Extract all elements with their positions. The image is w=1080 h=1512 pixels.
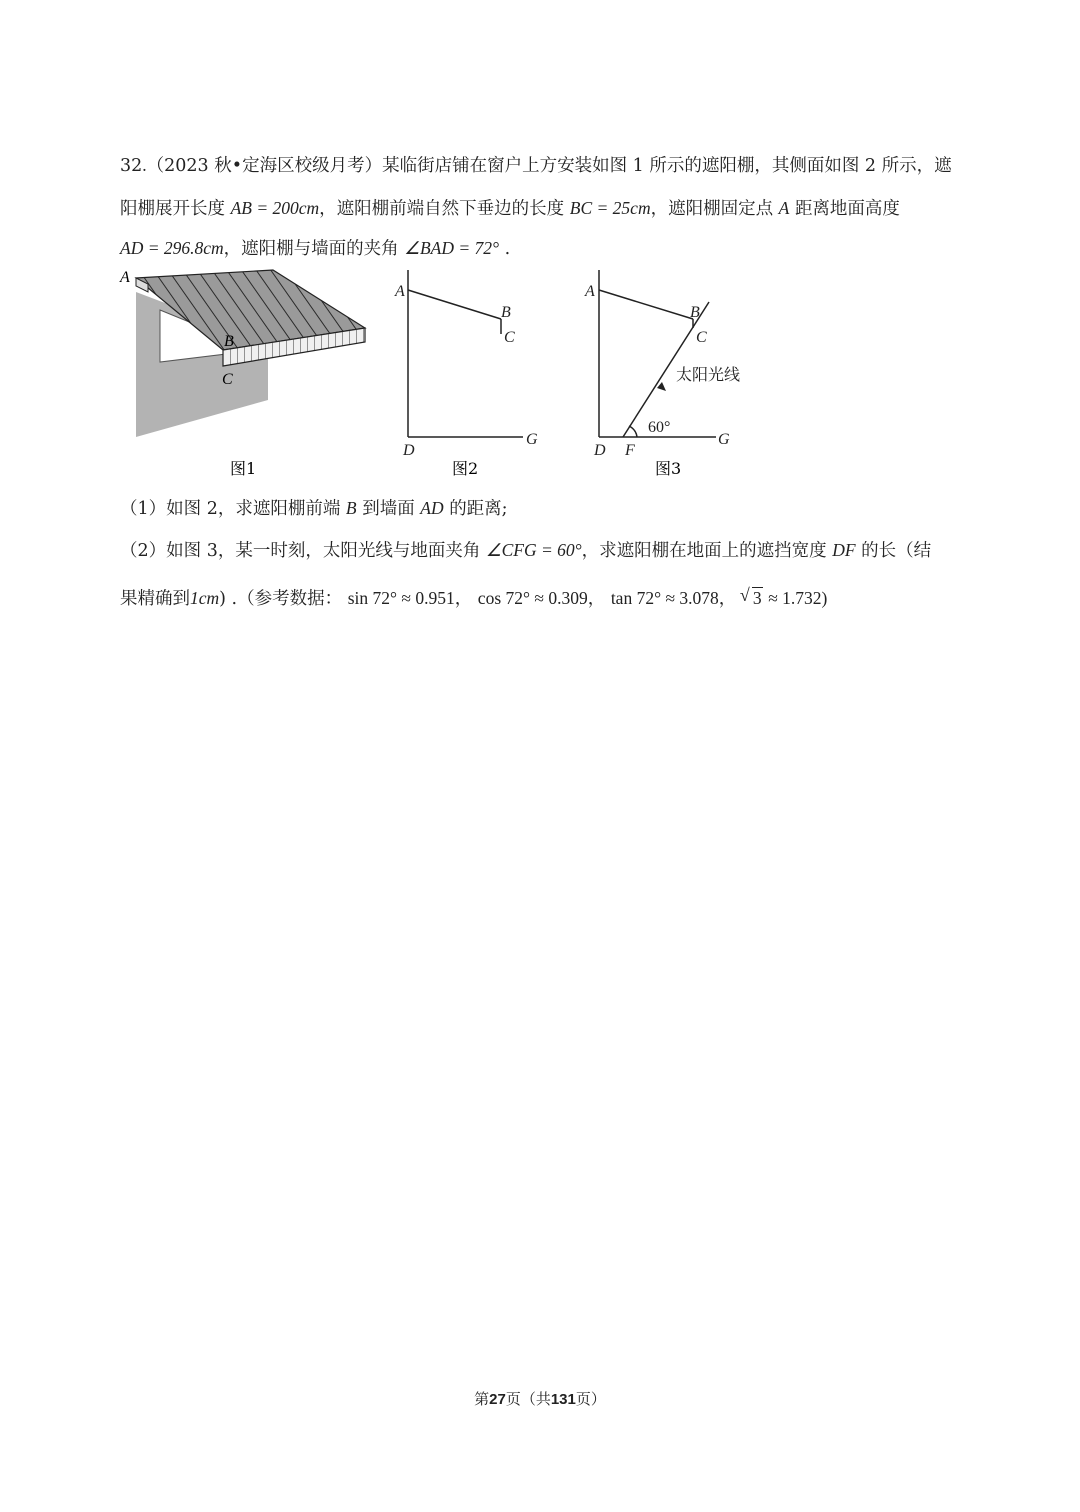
question-1 bbox=[120, 495, 508, 520]
point-a-label: A bbox=[778, 198, 790, 218]
q2-text-d: 果精确到 bbox=[120, 589, 190, 609]
figure-3-sunlight bbox=[599, 270, 716, 437]
ref-sep-1: ， bbox=[454, 589, 473, 609]
awning-ab-3 bbox=[599, 290, 693, 319]
q1-text-b: 到墙面 bbox=[362, 499, 415, 519]
q2-ref-prefix: ) .（参考数据： bbox=[219, 589, 343, 609]
fig1-label-a: A bbox=[120, 269, 130, 286]
q1-text-a: （1）如图 2，求遮阳棚前端 bbox=[120, 499, 341, 519]
fig1-label-b: B bbox=[224, 333, 234, 350]
angle-arc-60 bbox=[629, 426, 637, 437]
fig2-label-b: B bbox=[501, 304, 511, 321]
fig1-label-c: C bbox=[222, 371, 233, 388]
problem-text-2d: 距离地面高度 bbox=[794, 199, 900, 219]
problem-number: 32 bbox=[120, 156, 143, 176]
page-footer bbox=[0, 1388, 1080, 1409]
question-2-line-2 bbox=[120, 585, 827, 610]
q2-text-b: ，求遮阳棚在地面上的遮挡宽度 bbox=[581, 541, 827, 561]
fig2-label-c: C bbox=[504, 329, 515, 346]
footer-prefix: 第 bbox=[474, 1390, 490, 1408]
sun-ray-arrow bbox=[657, 382, 666, 391]
problem-text-3a: ，遮阳棚与墙面的夹角 bbox=[223, 239, 399, 259]
q2-text-c: 的长（结 bbox=[861, 541, 932, 561]
problem-source: （2023 秋•定海区校级月考） bbox=[146, 156, 383, 176]
fig2-caption: 图2 bbox=[452, 459, 479, 478]
q2-unit: 1cm bbox=[190, 588, 220, 608]
problem-text-1: 某临街店铺在窗户上方安装如图 1 所示的遮阳棚，其侧面如图 2 所示，遮 bbox=[382, 156, 952, 176]
ref-sep-2: ， bbox=[587, 589, 606, 609]
problem-text-2c: ，遮阳棚固定点 bbox=[650, 199, 774, 219]
figures-area bbox=[118, 262, 778, 484]
ref-sin72: sin 72° ≈ 0.951 bbox=[347, 588, 455, 608]
awning-ab bbox=[408, 290, 501, 319]
problem-line-1: 32.（2023 秋•定海区校级月考）某临街店铺在窗户上方安装如图 1 所示的遮阳棚，其侧面如图 2 所示，遮 bbox=[120, 155, 952, 176]
q1-point-b: B bbox=[345, 498, 357, 518]
problem-text-3b: . bbox=[504, 239, 511, 259]
q2-text-a: （2）如图 3，某一时刻，太阳光线与地面夹角 bbox=[120, 541, 481, 561]
ad-expression: AD = 296.8cm bbox=[120, 238, 224, 258]
fig1-caption: 图1 bbox=[230, 459, 257, 478]
fig3-angle-label: 60° bbox=[648, 419, 671, 436]
footer-suffix: 页） bbox=[575, 1390, 606, 1408]
problem-text-2a: 阳棚展开长度 bbox=[120, 199, 225, 219]
fig3-label-d: D bbox=[594, 442, 606, 459]
ref-tan72: tan 72° ≈ 3.078 bbox=[610, 588, 719, 608]
q2-segment-df: DF bbox=[832, 540, 856, 560]
footer-page-number: 27 bbox=[489, 1391, 506, 1408]
fig3-label-g: G bbox=[718, 431, 730, 448]
footer-total-pages: 131 bbox=[550, 1391, 576, 1408]
fig2-label-d: D bbox=[403, 442, 415, 459]
sqrt3-radicand: 3 bbox=[752, 588, 762, 608]
fig3-label-a: A bbox=[585, 283, 595, 300]
q1-text-c: 的距离; bbox=[449, 499, 508, 519]
fig3-label-b: B bbox=[690, 304, 700, 321]
fig3-caption: 图3 bbox=[655, 459, 682, 478]
ab-expression: AB = 200cm bbox=[230, 198, 320, 218]
fig3-label-c: C bbox=[696, 329, 707, 346]
problem-line-2 bbox=[120, 195, 900, 220]
ref-sqrt3-value: ≈ 1.732) bbox=[768, 588, 828, 608]
figure-2-side-view bbox=[408, 270, 523, 437]
q2-angle-cfg: ∠CFG = 60° bbox=[485, 540, 582, 560]
angle-expression: ∠BAD = 72° bbox=[404, 238, 500, 258]
footer-mid: 页（共 bbox=[505, 1390, 551, 1408]
fig2-label-a: A bbox=[395, 283, 405, 300]
ref-sep-3: ， bbox=[718, 589, 737, 609]
problem-text-2b: ，遮阳棚前端自然下垂边的长度 bbox=[319, 199, 565, 219]
problem-line-3 bbox=[120, 235, 510, 260]
sqrt3-symbol bbox=[742, 588, 763, 609]
question-2-line-1 bbox=[120, 537, 931, 562]
bc-expression: BC = 25cm bbox=[569, 198, 651, 218]
q1-segment-ad: AD bbox=[420, 498, 444, 518]
fig2-label-g: G bbox=[526, 431, 538, 448]
fig3-label-f: F bbox=[625, 442, 635, 459]
ref-cos72: cos 72° ≈ 0.309 bbox=[477, 588, 588, 608]
fig3-sun-label: 太阳光线 bbox=[676, 365, 741, 384]
figure-1-awning bbox=[119, 269, 365, 478]
